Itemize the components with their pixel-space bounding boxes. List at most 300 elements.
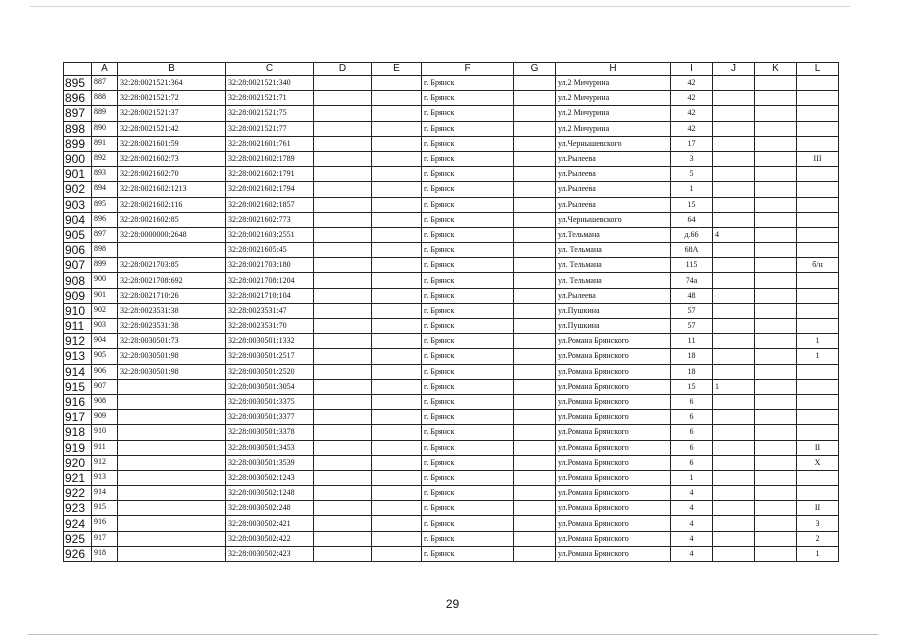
cell-h: ул. Тельмана [556,243,671,258]
row-number: 896 [64,91,92,106]
cell-i: 6 [671,455,713,470]
table-row [64,197,839,212]
cell-g [514,334,556,349]
cell-e [372,303,422,318]
cell-f: г. Брянск [422,455,514,470]
cell-h: ул.Романа Брянского [556,440,671,455]
cell-g [514,486,556,501]
table-row [64,91,839,106]
cell-k [755,516,797,531]
cell-f: г. Брянск [422,76,514,91]
cell-k [755,410,797,425]
cell-b: 32:28:0021521:72 [118,91,226,106]
cell-h: ул.2 Мичурина [556,91,671,106]
cell-h: ул.Чернышевского [556,212,671,227]
cell-c: 32:28:0030502:421 [226,516,314,531]
cell-b: 32:28:0021708:692 [118,273,226,288]
cell-g [514,121,556,136]
cell-d [314,243,372,258]
cell-i: 42 [671,121,713,136]
row-number: 908 [64,273,92,288]
cell-d [314,486,372,501]
cell-d [314,91,372,106]
table-row [64,486,839,501]
row-number: 900 [64,151,92,166]
cell-j [713,501,755,516]
cell-e [372,151,422,166]
cell-l: II [797,440,839,455]
cell-g [514,319,556,334]
cell-h: ул.Рылеева [556,182,671,197]
column-header: I [671,63,713,76]
table-row [64,349,839,364]
cell-a: 916 [92,516,118,531]
cell-a: 912 [92,455,118,470]
cell-e [372,273,422,288]
row-number: 922 [64,486,92,501]
cell-b: 32:28:0021710:26 [118,288,226,303]
top-rule [30,6,850,7]
cell-j [713,167,755,182]
cell-f: г. Брянск [422,501,514,516]
cell-e [372,440,422,455]
cell-l [797,273,839,288]
cell-j [713,288,755,303]
cell-j [713,136,755,151]
cell-j [713,212,755,227]
row-number: 902 [64,182,92,197]
cell-a: 892 [92,151,118,166]
cell-e [372,258,422,273]
cell-a: 902 [92,303,118,318]
cell-a: 888 [92,91,118,106]
cell-g [514,410,556,425]
cell-b: 32:28:0021602:70 [118,167,226,182]
cell-h: ул.Рылеева [556,288,671,303]
column-header-row [64,63,839,76]
cell-j [713,364,755,379]
cell-h: ул.Романа Брянского [556,531,671,546]
cell-e [372,501,422,516]
cell-l [797,197,839,212]
cell-k [755,197,797,212]
cell-a: 906 [92,364,118,379]
cell-e [372,394,422,409]
cell-a: 898 [92,243,118,258]
cell-f: г. Брянск [422,106,514,121]
cell-b [118,546,226,561]
cell-h: ул.Романа Брянского [556,349,671,364]
cell-i: 4 [671,546,713,561]
row-number: 898 [64,121,92,136]
cell-k [755,501,797,516]
cell-e [372,349,422,364]
cell-e [372,425,422,440]
cell-i: 42 [671,106,713,121]
cell-d [314,440,372,455]
cell-d [314,288,372,303]
cell-f: г. Брянск [422,227,514,242]
cell-d [314,273,372,288]
cell-j [713,243,755,258]
row-number: 924 [64,516,92,531]
column-header: L [797,63,839,76]
cell-i: 6 [671,440,713,455]
cell-e [372,136,422,151]
cell-k [755,486,797,501]
cell-a: 901 [92,288,118,303]
cell-l: 1 [797,546,839,561]
cell-h: ул.Романа Брянского [556,364,671,379]
cell-d [314,531,372,546]
cell-f: г. Брянск [422,470,514,485]
cell-i: 57 [671,319,713,334]
cell-c: 32:28:0021601:761 [226,136,314,151]
cell-c: 32:28:0030501:2520 [226,364,314,379]
row-number: 909 [64,288,92,303]
cell-j [713,76,755,91]
row-number: 905 [64,227,92,242]
cell-d [314,410,372,425]
cell-l [797,91,839,106]
cell-c: 32:28:0030501:3375 [226,394,314,409]
table-body [64,76,839,562]
cell-i: 4 [671,501,713,516]
row-number: 921 [64,470,92,485]
cell-b: 32:28:0021602:1213 [118,182,226,197]
cell-k [755,546,797,561]
cell-l: III [797,151,839,166]
cell-h: ул.Пушкина [556,303,671,318]
cell-g [514,440,556,455]
cell-i: 6 [671,394,713,409]
cell-d [314,76,372,91]
cell-g [514,455,556,470]
cell-a: 910 [92,425,118,440]
cell-e [372,182,422,197]
cell-k [755,455,797,470]
cell-g [514,349,556,364]
row-number: 895 [64,76,92,91]
cell-a: 917 [92,531,118,546]
cell-h: ул.Романа Брянского [556,516,671,531]
cell-i: 6 [671,425,713,440]
cell-b: 32:28:0021602:85 [118,212,226,227]
cell-d [314,425,372,440]
cell-l [797,319,839,334]
cell-e [372,227,422,242]
cell-k [755,258,797,273]
cell-g [514,379,556,394]
cell-k [755,394,797,409]
cell-e [372,470,422,485]
cell-l [797,303,839,318]
column-header: F [422,63,514,76]
cell-l [797,379,839,394]
cell-f: г. Брянск [422,243,514,258]
cell-f: г. Брянск [422,212,514,227]
cell-b: 32:28:0000000:2648 [118,227,226,242]
cell-h: ул.Рылеева [556,151,671,166]
cell-h: ул.2 Мичурина [556,106,671,121]
cell-d [314,258,372,273]
cell-c: 32:28:0021603:2551 [226,227,314,242]
cell-k [755,288,797,303]
column-header: J [713,63,755,76]
cell-f: г. Брянск [422,258,514,273]
cell-f: г. Брянск [422,425,514,440]
row-number: 919 [64,440,92,455]
cell-a: 897 [92,227,118,242]
cell-g [514,288,556,303]
cell-a: 891 [92,136,118,151]
cell-g [514,243,556,258]
cell-d [314,182,372,197]
cell-k [755,182,797,197]
row-number: 917 [64,410,92,425]
table-row [64,516,839,531]
cell-k [755,151,797,166]
cell-l [797,288,839,303]
cell-h: ул.Романа Брянского [556,501,671,516]
cell-l: X [797,455,839,470]
cell-a: 890 [92,121,118,136]
cell-k [755,76,797,91]
cell-g [514,76,556,91]
column-header: C [226,63,314,76]
table-row [64,258,839,273]
cell-h: ул.Чернышевского [556,136,671,151]
table-row [64,182,839,197]
cell-a: 911 [92,440,118,455]
cell-b: 32:28:0021521:364 [118,76,226,91]
cell-k [755,227,797,242]
cell-g [514,136,556,151]
cell-k [755,440,797,455]
column-header: E [372,63,422,76]
cell-l: 2 [797,531,839,546]
cell-i: 6 [671,410,713,425]
cell-g [514,394,556,409]
cell-c: 32:28:0030502:248 [226,501,314,516]
cell-b [118,531,226,546]
cell-i: 1 [671,470,713,485]
cell-d [314,106,372,121]
cell-e [372,486,422,501]
cell-e [372,76,422,91]
cell-h: ул.Романа Брянского [556,425,671,440]
cell-c: 32:28:0021605:45 [226,243,314,258]
cell-f: г. Брянск [422,121,514,136]
cell-a: 914 [92,486,118,501]
cell-e [372,91,422,106]
cell-d [314,379,372,394]
bottom-rule [28,634,878,635]
cell-c: 32:28:0021710:104 [226,288,314,303]
cell-d [314,349,372,364]
cell-c: 32:28:0030501:1332 [226,334,314,349]
cell-b: 32:28:0021602:73 [118,151,226,166]
cell-d [314,167,372,182]
cell-b: 32:28:0021602:116 [118,197,226,212]
row-number: 913 [64,349,92,364]
cell-k [755,273,797,288]
cell-a: 899 [92,258,118,273]
cell-j [713,182,755,197]
cell-i: 4 [671,486,713,501]
cell-i: 3 [671,151,713,166]
cell-c: 32:28:0021602:1789 [226,151,314,166]
cell-f: г. Брянск [422,410,514,425]
table-row [64,394,839,409]
cell-g [514,167,556,182]
row-number: 906 [64,243,92,258]
table-row [64,303,839,318]
cell-g [514,546,556,561]
cell-h: ул.Романа Брянского [556,334,671,349]
cell-k [755,121,797,136]
cell-f: г. Брянск [422,516,514,531]
cell-g [514,106,556,121]
cell-e [372,516,422,531]
cell-k [755,243,797,258]
cell-e [372,410,422,425]
cell-l [797,106,839,121]
cell-c: 32:28:0030502:423 [226,546,314,561]
cell-e [372,334,422,349]
cell-h: ул.Романа Брянского [556,546,671,561]
cell-i: 11 [671,334,713,349]
cell-b [118,394,226,409]
cell-b: 32:28:0023531:38 [118,319,226,334]
cell-b: 32:28:0021521:42 [118,121,226,136]
cell-l: б/н [797,258,839,273]
cell-c: 32:28:0021602:1857 [226,197,314,212]
cell-b [118,455,226,470]
table-row [64,151,839,166]
cell-h: ул.Романа Брянского [556,486,671,501]
cell-j [713,121,755,136]
cell-k [755,136,797,151]
cell-g [514,197,556,212]
table-row [64,425,839,440]
row-number: 910 [64,303,92,318]
cell-j [713,486,755,501]
cell-c: 32:28:0030502:1248 [226,486,314,501]
table-row [64,546,839,561]
cell-j [713,319,755,334]
cell-g [514,151,556,166]
cell-e [372,106,422,121]
cell-f: г. Брянск [422,486,514,501]
cell-j [713,394,755,409]
cell-b: 32:28:0030501:73 [118,334,226,349]
cell-i: 42 [671,76,713,91]
table-row [64,364,839,379]
cell-e [372,288,422,303]
cell-j [713,197,755,212]
table-row [64,106,839,121]
table-row [64,334,839,349]
cell-f: г. Брянск [422,136,514,151]
cell-b: 32:28:0021703:85 [118,258,226,273]
table-row [64,455,839,470]
cell-h: ул. Тельмана [556,273,671,288]
cell-l [797,182,839,197]
cell-a: 913 [92,470,118,485]
row-number: 916 [64,394,92,409]
table-row [64,273,839,288]
cell-l [797,425,839,440]
cell-a: 889 [92,106,118,121]
cell-h: ул.2 Мичурина [556,121,671,136]
cell-d [314,121,372,136]
cell-j [713,349,755,364]
cell-f: г. Брянск [422,440,514,455]
cell-e [372,455,422,470]
cell-i: 68А [671,243,713,258]
column-header: G [514,63,556,76]
cell-l: 1 [797,334,839,349]
cell-c: 32:28:0021521:71 [226,91,314,106]
cell-f: г. Брянск [422,273,514,288]
cell-b [118,501,226,516]
table-row [64,121,839,136]
cell-l: 3 [797,516,839,531]
cell-f: г. Брянск [422,349,514,364]
row-number: 897 [64,106,92,121]
cell-c: 32:28:0030502:1243 [226,470,314,485]
cell-c: 32:28:0030501:3539 [226,455,314,470]
cell-h: ул.Рылеева [556,197,671,212]
cell-a: 903 [92,319,118,334]
cell-b [118,486,226,501]
cell-d [314,546,372,561]
cell-c: 32:28:0023531:47 [226,303,314,318]
cell-f: г. Брянск [422,151,514,166]
cell-g [514,364,556,379]
cell-f: г. Брянск [422,394,514,409]
cell-b: 32:28:0023531:38 [118,303,226,318]
table-row [64,501,839,516]
cell-l [797,167,839,182]
cell-f: г. Брянск [422,531,514,546]
cell-k [755,364,797,379]
cell-d [314,227,372,242]
cell-k [755,91,797,106]
cell-d [314,364,372,379]
cell-a: 893 [92,167,118,182]
cell-i: д.66 [671,227,713,242]
cell-d [314,303,372,318]
row-number: 907 [64,258,92,273]
cell-i: 57 [671,303,713,318]
cell-f: г. Брянск [422,91,514,106]
cell-j: 4 [713,227,755,242]
cell-j [713,410,755,425]
cell-b: 32:28:0030501:98 [118,364,226,379]
cell-j [713,334,755,349]
cell-l [797,410,839,425]
cell-l [797,470,839,485]
cell-l: 1 [797,349,839,364]
row-number: 920 [64,455,92,470]
cell-e [372,212,422,227]
cell-c: 32:28:0023531:70 [226,319,314,334]
cell-f: г. Брянск [422,303,514,318]
column-header: B [118,63,226,76]
table-row [64,227,839,242]
